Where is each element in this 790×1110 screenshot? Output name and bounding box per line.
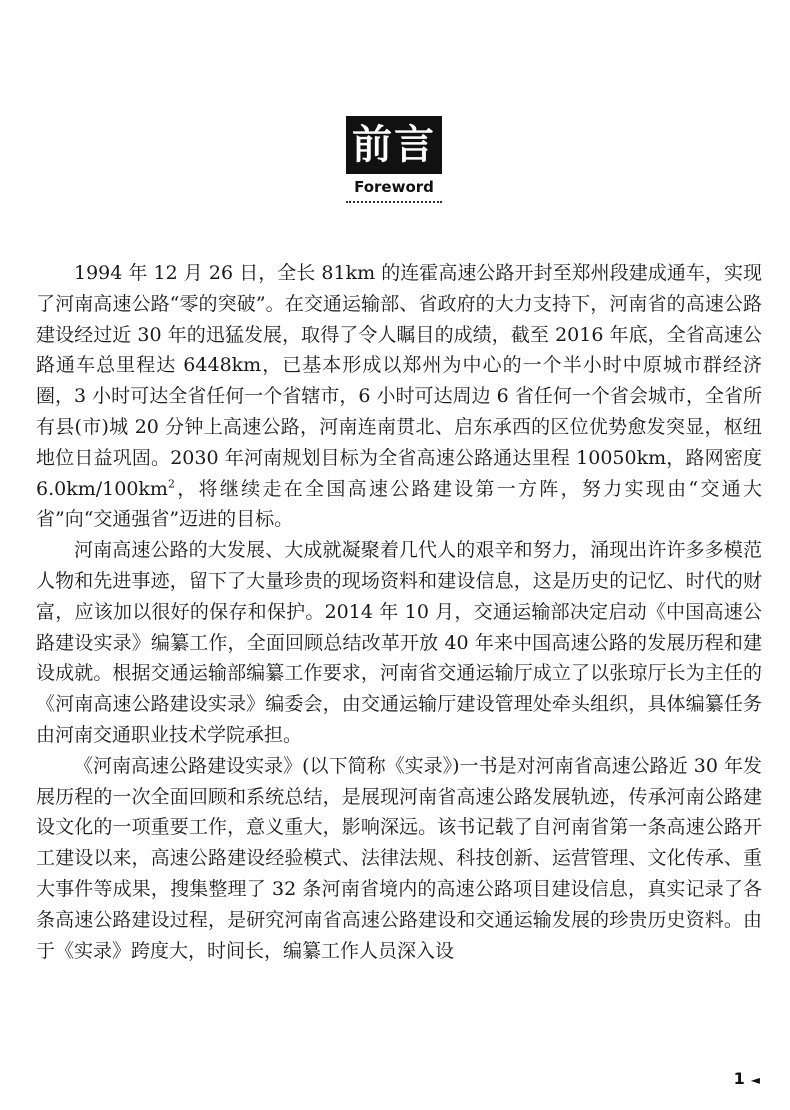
title-dotted-rule (346, 201, 442, 203)
paragraph-2: 河南高速公路的大发展、大成就凝聚着几代人的艰辛和努力，涌现出许许多多模范人物和先进事迹，留下了大量珍贵的现场资料和建设信息，这是历史的记忆、时代的财富，应该加以很好的保存和保护。2014 年 10 月，交通运输部决定启动《中国高速公路建设实录》编纂工作，全面回顾总结改革开放 40 年来中国高速公路的发展历程和建设成就。根据交通运输部编纂工作要求，河南省交通运输厅成立了以张琼厅长为主任的《河南高速公路建设实录》编委会，由交通运输厅建设管理处牵头组织，具体编纂任务由河南交通职业技术学院承担。 (36, 539, 762, 746)
page-subtitle: Foreword (354, 178, 434, 196)
page-footer (734, 1069, 760, 1090)
page-arrow-icon: ◄ (750, 1073, 760, 1087)
page-number: 1 (733, 1069, 745, 1088)
page-title: 前言 (346, 116, 442, 174)
paragraph-1-text-a: 1994 年 12 月 26 日，全长 81km 的连霍高速公路开封至郑州段建成通车，实现了河南高速公路“零的突破”。在交通运输部、省政府的大力支持下，河南省的高速公路建设经过近 30 年的迅猛发展，取得了令人瞩目的成绩，截至 2016 年底，全省高速公路通车总里程达 6448km，已基本形成以郑州为中心的一个半小时中原城市群经济圈，3 小时可达全省任何一个省辖市，6 小时可达周边 6 省任何一个省会城市，全省所有县(市)城 20 分钟上高速公路，河南连南贯北、启东承西的区位优势愈发突显，枢纽地位日益巩固。2030 年河南规划目标为全省高速公路通达里程 10050km，路网密度 6.0km/100km (36, 262, 762, 500)
paragraph-1 (36, 258, 762, 535)
title-block (346, 116, 442, 203)
paragraph-1-text-b: ，将继续走在全国高速公路建设第一方阵，努力实现由“交通大省”向“交通强省”迈进的目标。 (36, 477, 762, 531)
superscript-squared: 2 (167, 477, 175, 491)
paragraph-3: 《河南高速公路建设实录》(以下简称《实录》)一书是对河南省高速公路近 30 年发展历程的一次全面回顾和系统总结，是展现河南省高速公路发展轨迹，传承河南公路建设文化的一项重要工作，意义重大，影响深远。该书记载了自河南省第一条高速公路开工建设以来，高速公路建设经验模式、法律法规、科技创新、运营管理、文化传承、重大事件等成果，搜集整理了 32 条河南省境内的高速公路项目建设信息，真实记录了各条高速公路建设过程，是研究河南省高速公路建设和交通运输发展的珍贵历史资料。由于《实录》跨度大，时间长，编纂工作人员深入设 (36, 754, 762, 962)
body-text (36, 258, 762, 966)
